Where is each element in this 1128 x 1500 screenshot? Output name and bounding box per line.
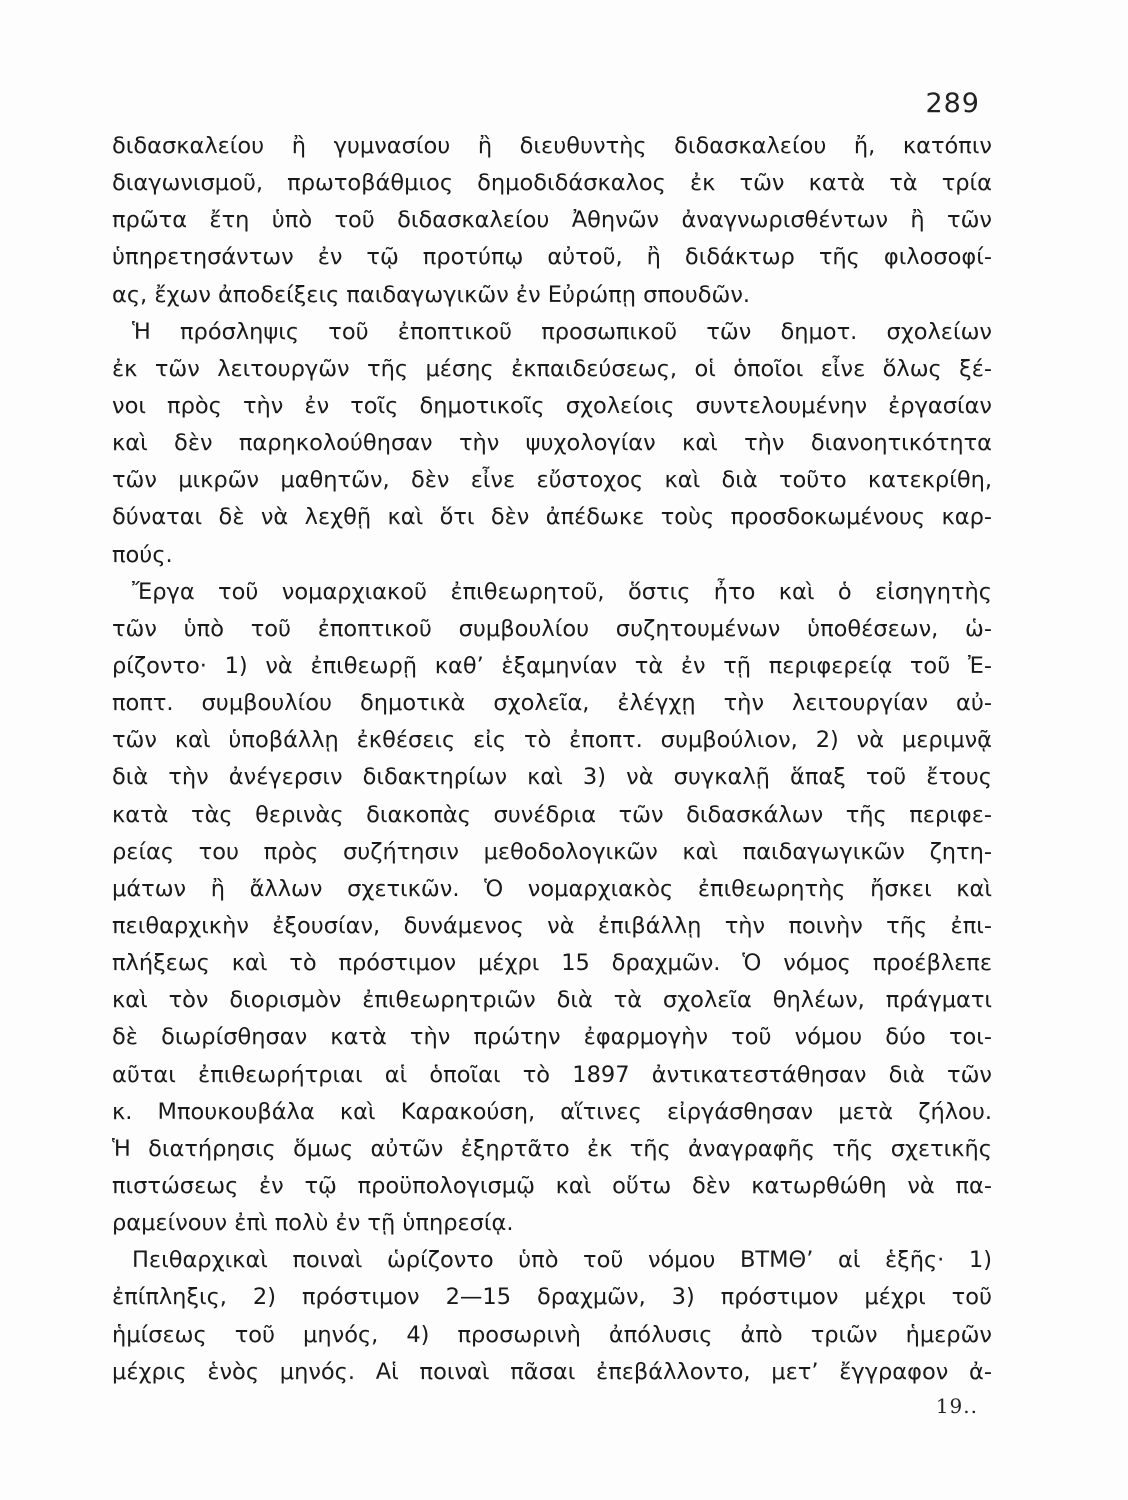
text-line: πρῶτα ἔτη ὑπὸ τοῦ διδασκαλείου Ἀθηνῶν ἀναγνωρισθέντων ἢ τῶν: [112, 207, 992, 234]
text-line: τῶν καὶ ὑποβάλλῃ ἐκθέσεις εἰς τὸ ἐποπτ. συμβούλιον, 2) νὰ μεριμνᾷ: [112, 727, 992, 754]
text-line: διδασκαλείου ἢ γυμνασίου ἢ διευθυντὴς διδασκαλείου ἤ, κατόπιν: [112, 133, 992, 159]
text-line: Ἡ διατήρησις ὅμως αὐτῶν ἐξηρτᾶτο ἐκ τῆς ἀναγραφῆς τῆς σχετικῆς: [112, 1135, 992, 1162]
body-text: [112, 128, 992, 1391]
text-line: μάτων ἢ ἄλλων σχετικῶν. Ὁ νομαρχιακὸς ἐπιθεωρητὴς ἤσκει καὶ: [112, 875, 992, 902]
text-line: ας, ἔχων ἀποδείξεις παιδαγωγικῶν ἐν Εὐρώπῃ σπουδῶν.: [112, 281, 751, 308]
text-line: δύναται δὲ νὰ λεχθῇ καὶ ὅτι δὲν ἀπέδωκε τοὺς προσδοκωμένους καρ-: [112, 504, 992, 531]
text-line: αῦται ἐπιθεωρήτριαι αἱ ὁποῖαι τὸ 1897 ἀντικατεστάθησαν διὰ τῶν: [112, 1061, 992, 1088]
text-line: τῶν ὑπὸ τοῦ ἐποπτικοῦ συμβουλίου συζητουμένων ὑποθέσεων, ὡ-: [112, 615, 992, 642]
text-line: κ. Μπουκουβάλα καὶ Καρακούση, αἵτινες εἰργάσθησαν μετὰ ζήλου.: [112, 1098, 992, 1125]
text-line: πιστώσεως ἐν τῷ προϋπολογισμῷ καὶ οὕτω δὲν κατωρθώθη νὰ πα-: [112, 1172, 992, 1199]
text-line: πλήξεως καὶ τὸ πρόστιμον μέχρι 15 δραχμῶν. Ὁ νόμος προέβλεπε: [112, 950, 992, 977]
text-line: νοι πρὸς τὴν ἐν τοῖς δημοτικοῖς σχολείοις συντελουμένην ἐργασίαν: [112, 392, 992, 419]
text-line: διαγωνισμοῦ, πρωτοβάθμιος δημοδιδάσκαλος ἐκ τῶν κατὰ τὰ τρία: [112, 170, 992, 197]
signature-mark: 19..: [935, 1394, 978, 1418]
text-line: διὰ τὴν ἀνέγερσιν διδακτηρίων καὶ 3) νὰ συγκαλῇ ἅπαξ τοῦ ἔτους: [112, 764, 992, 791]
text-line: Ἡ πρόσληψις τοῦ ἐποπτικοῦ προσωπικοῦ τῶν δημοτ. σχολείων: [132, 318, 992, 345]
text-line: πούς.: [112, 541, 173, 568]
text-line: καὶ τὸν διορισμὸν ἐπιθεωρητριῶν διὰ τὰ σχολεῖα θηλέων, πράγματι: [112, 987, 992, 1014]
text-line: ραμείνουν ἐπὶ πολὺ ἐν τῇ ὑπηρεσίᾳ.: [112, 1210, 514, 1237]
text-line: ἐπίπληξις, 2) πρόστιμον 2—15 δραχμῶν, 3) πρόστιμον μέχρι τοῦ: [112, 1284, 992, 1311]
text-line: δὲ διωρίσθησαν κατὰ τὴν πρώτην ἐφαρμογὴν τοῦ νόμου δύο τοι-: [112, 1024, 992, 1051]
text-line: Ἔργα τοῦ νομαρχιακοῦ ἐπιθεωρητοῦ, ὅστις ἦτο καὶ ὁ εἰσηγητὴς: [132, 578, 992, 605]
text-line: πειθαρχικὴν ἐξουσίαν, δυνάμενος νὰ ἐπιβάλλῃ τὴν ποινὴν τῆς ἐπι-: [112, 912, 992, 939]
text-line: ἐκ τῶν λειτουργῶν τῆς μέσης ἐκπαιδεύσεως, οἱ ὁποῖοι εἶνε ὅλως ξέ-: [112, 355, 992, 382]
text-line: ὑπηρετησάντων ἐν τῷ προτύπῳ αὐτοῦ, ἢ διδάκτωρ τῆς φιλοσοφί-: [112, 244, 992, 271]
page-number: 289: [925, 88, 980, 119]
text-line: ρείας του πρὸς συζήτησιν μεθοδολογικῶν καὶ παιδαγωγικῶν ζητη-: [112, 838, 992, 865]
text-line: καὶ δὲν παρηκολούθησαν τὴν ψυχολογίαν καὶ τὴν διανοητικότητα: [112, 430, 992, 457]
text-line: κατὰ τὰς θερινὰς διακοπὰς συνέδρια τῶν διδασκάλων τῆς περιφε-: [112, 801, 992, 828]
text-line: ρίζοντο· 1) νὰ ἐπιθεωρῇ καθ’ ἑξαμηνίαν τὰ ἐν τῇ περιφερείᾳ τοῦ Ἐ-: [112, 652, 992, 679]
text-line: μέχρις ἑνὸς μηνός. Αἱ ποιναὶ πᾶσαι ἐπεβάλλοντο, μετ’ ἔγγραφον ἀ-: [112, 1358, 992, 1385]
text-line: Πειθαρχικαὶ ποιναὶ ὡρίζοντο ὑπὸ τοῦ νόμου ΒΤΜΘ’ αἱ ἑξῆς· 1): [132, 1247, 992, 1274]
text-line: ἡμίσεως τοῦ μηνός, 4) προσωρινὴ ἀπόλυσις ἀπὸ τριῶν ἡμερῶν: [112, 1321, 992, 1348]
text-line: τῶν μικρῶν μαθητῶν, δὲν εἶνε εὔστοχος καὶ διὰ τοῦτο κατεκρίθη,: [112, 467, 992, 494]
text-line: ποπτ. συμβουλίου δημοτικὰ σχολεῖα, ἐλέγχῃ τὴν λειτουργίαν αὐ-: [112, 690, 992, 717]
